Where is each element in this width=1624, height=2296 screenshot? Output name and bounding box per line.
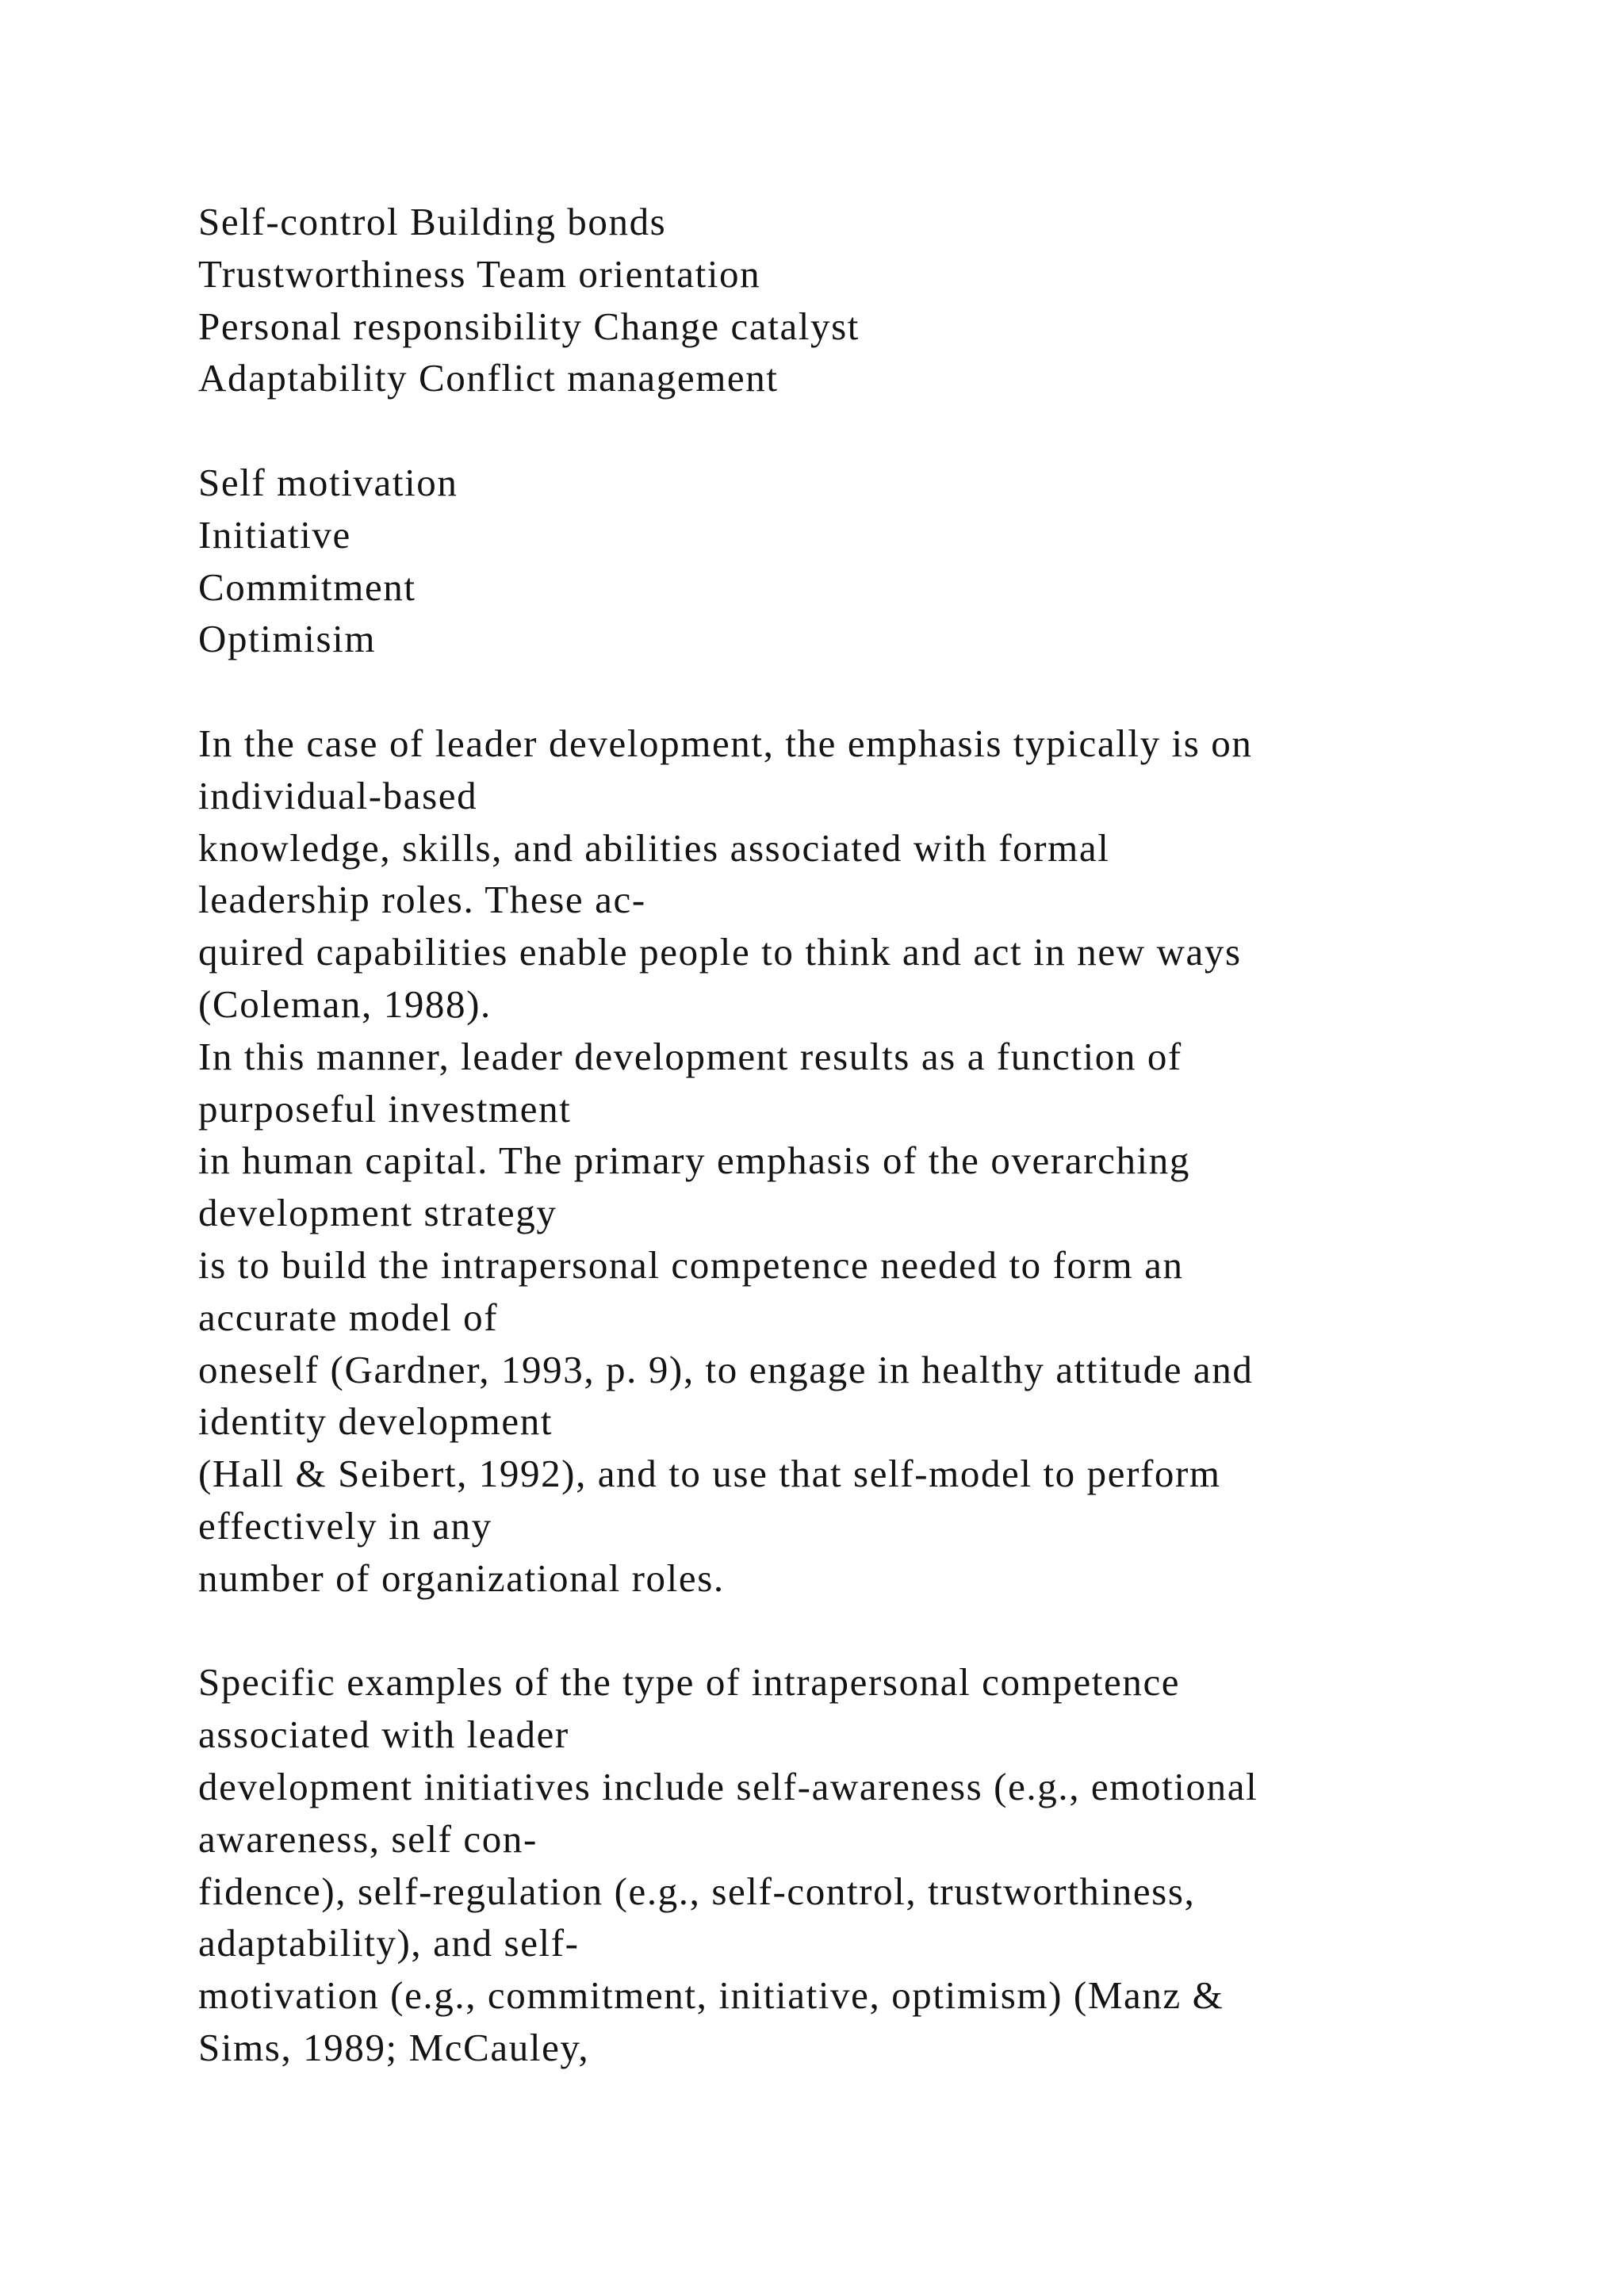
document-body [198, 196, 1499, 2074]
text-line: development strategy [198, 1191, 557, 1235]
text-line: in human capital. The primary emphasis of the overarching [198, 1138, 1190, 1183]
leader-development-paragraph [198, 718, 1499, 1605]
text-line: identity development [198, 1399, 553, 1444]
text-line: fidence), self-regulation (e.g., self-control, trustworthiness, [198, 1869, 1196, 1913]
text-line: Self-control Building bonds [198, 200, 667, 243]
text-line: knowledge, skills, and abilities associated with formal [198, 825, 1110, 870]
text-line: development initiatives include self-awareness (e.g., emotional [198, 1764, 1258, 1808]
text-line: Commitment [198, 564, 416, 609]
text-line: awareness, self con- [198, 1816, 538, 1861]
text-line: motivation (e.g., commitment, initiative, optimism) (Manz & [198, 1973, 1224, 2018]
text-line: adaptability), and self- [198, 1921, 580, 1965]
text-line: Initiative [198, 512, 351, 557]
self-motivation-block [198, 457, 1499, 665]
text-line: quired capabilities enable people to think and act in new ways [198, 930, 1242, 974]
competency-pairs-block [198, 196, 1499, 404]
text-line: leadership roles. These ac- [198, 878, 646, 922]
text-line: accurate model of [198, 1295, 499, 1339]
text-line: number of organizational roles. [198, 1556, 725, 1600]
text-line: Self motivation [198, 460, 458, 504]
text-line: Specific examples of the type of intrapersonal competence [198, 1660, 1181, 1705]
text-line: purposeful investment [198, 1086, 572, 1131]
text-line: Trustworthiness Team orientation [198, 251, 761, 296]
text-line: In this manner, leader development results as a function of [198, 1034, 1182, 1078]
text-line: Sims, 1989; McCauley, [198, 2025, 590, 2069]
text-line: effectively in any [198, 1503, 492, 1548]
text-line: associated with leader [198, 1712, 569, 1757]
text-line: (Hall & Seibert, 1992), and to use that self-model to perform [198, 1452, 1221, 1496]
paragraph-gap [198, 404, 1499, 457]
text-line: (Coleman, 1988). [198, 982, 492, 1026]
text-line: In the case of leader development, the emphasis typically is on [198, 721, 1253, 765]
text-line: individual-based [198, 773, 478, 817]
text-line: Adaptability Conflict management [198, 356, 779, 400]
text-line: is to build the intrapersonal competence needed to form an [198, 1242, 1184, 1287]
intrapersonal-competence-paragraph [198, 1656, 1499, 2073]
text-line: Optimisim [198, 617, 377, 661]
text-line: Personal responsibility Change catalyst [198, 304, 860, 348]
paragraph-gap [198, 665, 1499, 718]
paragraph-gap [198, 1605, 1499, 1657]
text-line: oneself (Gardner, 1993, p. 9), to engage in healthy attitude and [198, 1347, 1254, 1391]
